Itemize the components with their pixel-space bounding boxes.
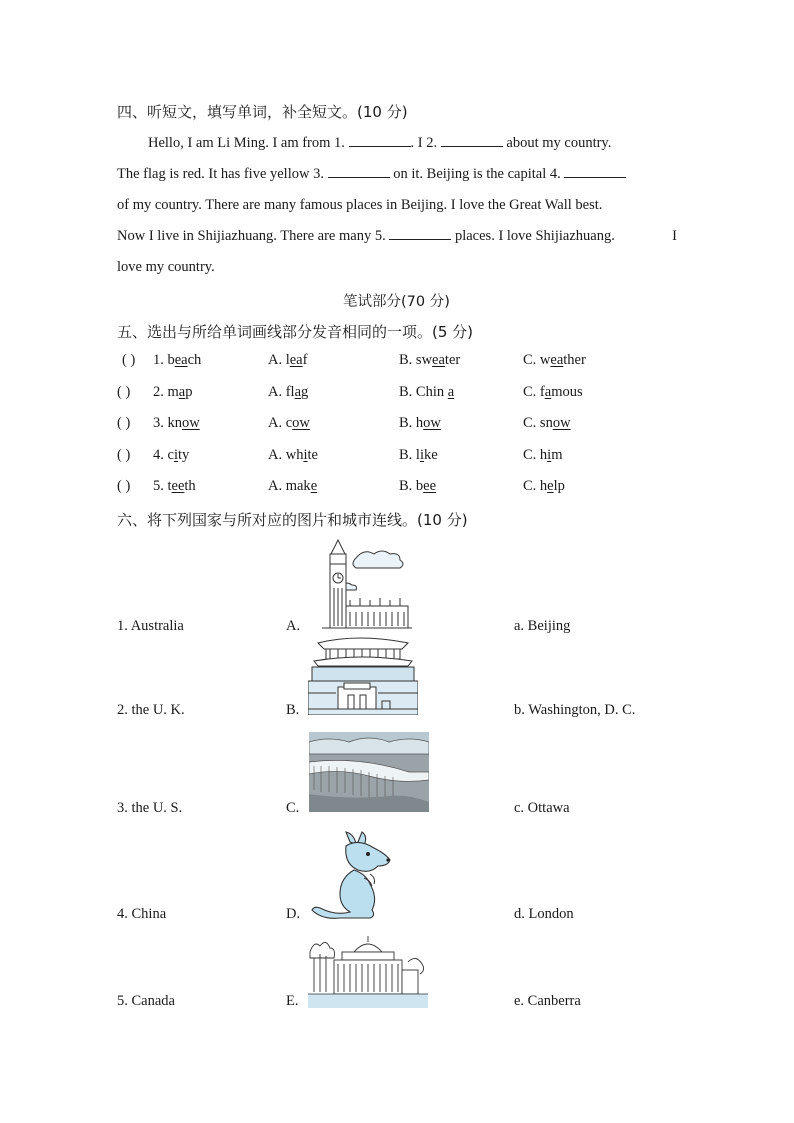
option-b[interactable]: B. how <box>399 415 441 431</box>
answer-paren[interactable]: ( ) <box>122 352 136 368</box>
option-c[interactable]: C. help <box>523 478 565 494</box>
question-word: 4. city <box>153 447 190 463</box>
passage-text: . I 2. <box>410 135 438 151</box>
answer-paren[interactable]: ( ) <box>117 478 131 494</box>
country-label[interactable]: 4. China <box>117 906 167 922</box>
country-label[interactable]: 3. the U. S. <box>117 800 183 816</box>
city-label[interactable]: a. Beijing <box>514 618 571 634</box>
section5-title: 五、选出与所给单词画线部分发音相同的一项。(5 分) <box>117 323 474 341</box>
city-label[interactable]: d. London <box>514 906 574 922</box>
option-b[interactable]: B. sweater <box>399 352 461 368</box>
option-b[interactable]: B. Chin a <box>399 384 455 400</box>
section4-title: 四、听短文，填写单词，补全短文。(10 分) <box>117 103 408 121</box>
question-word: 2. map <box>153 384 193 400</box>
option-c[interactable]: C. him <box>523 447 563 463</box>
blank-3[interactable] <box>328 165 390 178</box>
question-word: 3. know <box>153 415 200 431</box>
passage-text: I <box>672 228 677 244</box>
waterfall-icon <box>309 732 429 812</box>
passage-text: love my country. <box>117 259 215 275</box>
tiananmen-icon <box>308 635 418 715</box>
passage-text: The flag is red. It has five yellow 3. <box>117 166 324 182</box>
passage-text: about my country. <box>506 135 612 151</box>
option-b[interactable]: B. bee <box>399 478 437 494</box>
country-label[interactable]: 5. Canada <box>117 993 175 1009</box>
question-word: 1. beach <box>153 352 202 368</box>
picture-letter[interactable]: B. <box>286 702 300 718</box>
blank-2[interactable] <box>441 134 503 147</box>
capitol-building-icon <box>308 932 428 1008</box>
picture-letter[interactable]: D. <box>286 906 301 922</box>
written-part-heading: 笔试部分(70 分) <box>343 294 450 310</box>
option-a[interactable]: A. leaf <box>268 352 308 368</box>
passage-text: Now I live in Shijiazhuang. There are many 5. <box>117 228 386 244</box>
picture-letter[interactable]: A. <box>286 618 301 634</box>
option-c[interactable]: C. weather <box>523 352 586 368</box>
blank-4[interactable] <box>564 165 626 178</box>
option-c[interactable]: C. snow <box>523 415 571 431</box>
section4-passage <box>117 128 677 283</box>
passage-text: places. I love Shijiazhuang. <box>454 228 615 244</box>
city-label[interactable]: e. Canberra <box>514 993 581 1009</box>
question-word: 5. teeth <box>153 478 196 494</box>
big-ben-icon <box>308 538 418 630</box>
option-a[interactable]: A. white <box>268 447 318 463</box>
passage-text: on it. Beijing is the capital 4. <box>393 166 561 182</box>
picture-letter[interactable]: C. <box>286 800 300 816</box>
country-label[interactable]: 2. the U. K. <box>117 702 185 718</box>
blank-5[interactable] <box>389 227 451 240</box>
option-a[interactable]: A. make <box>268 478 318 494</box>
kangaroo-icon <box>310 830 396 922</box>
picture-letter[interactable]: E. <box>286 993 299 1009</box>
option-a[interactable]: A. flag <box>268 384 309 400</box>
option-a[interactable]: A. cow <box>268 415 310 431</box>
option-c[interactable]: C. famous <box>523 384 583 400</box>
passage-text: Hello, I am Li Ming. I am from 1. <box>148 135 345 151</box>
country-label[interactable]: 1. Australia <box>117 618 184 634</box>
city-label[interactable]: b. Washington, D. C. <box>514 702 636 718</box>
blank-1[interactable] <box>349 134 411 147</box>
passage-text: of my country. There are many famous places in Beijing. I love the Great Wall best. <box>117 197 603 213</box>
option-b[interactable]: B. like <box>399 447 438 463</box>
answer-paren[interactable]: ( ) <box>117 384 131 400</box>
answer-paren[interactable]: ( ) <box>117 447 131 463</box>
section6-title: 六、将下列国家与所对应的图片和城市连线。(10 分) <box>117 511 468 529</box>
answer-paren[interactable]: ( ) <box>117 415 131 431</box>
city-label[interactable]: c. Ottawa <box>514 800 570 816</box>
